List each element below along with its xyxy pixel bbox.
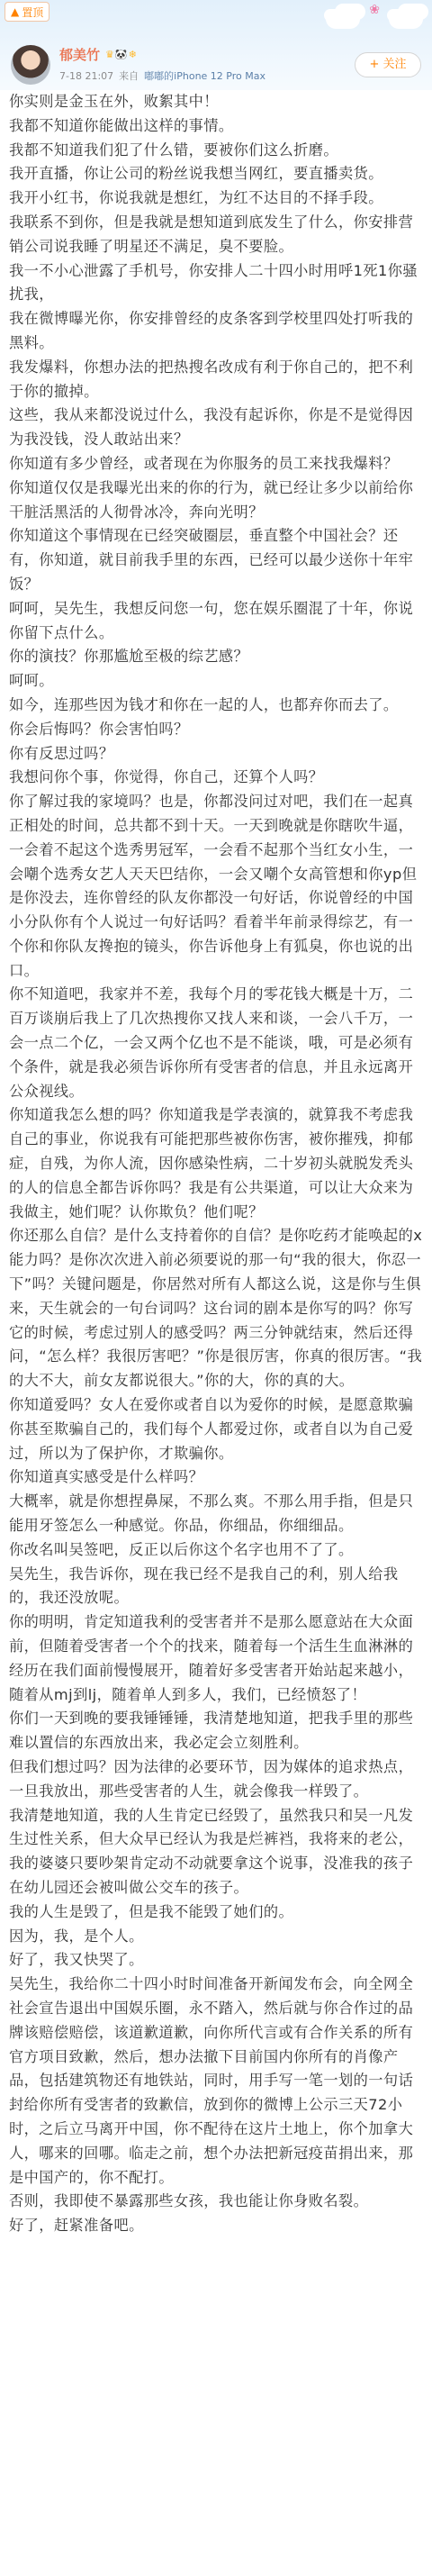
post-meta — [59, 68, 266, 83]
post-paragraph: 你知道真实感受是什么样吗？ — [9, 1468, 204, 1486]
post-paragraph: 你会后悔吗？你会害怕吗？ — [9, 720, 189, 738]
post-paragraph: 否则，我即使不暴露那些女孩，我也能让你身败名裂。 — [9, 2192, 369, 2210]
cloud-icon — [389, 9, 423, 29]
post-header — [0, 40, 432, 90]
post-paragraph: 你改名叫吴签吧，反正以后你这个名字也用不了了。 — [9, 1540, 354, 1558]
author-row — [59, 45, 138, 64]
post-paragraph: 呵呵，吴先生，我想反问您一句，您在娱乐圈混了十年，你说你留下点什么。 — [9, 599, 414, 641]
post-paragraph: 吴先生，我给你二十四小时时间准备开新闻发布会，向全网全社会宣告退出中国娱乐圈，永不踏入，然后就与你合作过的品牌该赔偿赔偿，该道歉道歉，向你所代言或有合作关系的所有官方项目致歉，然后，想办法撤下目前国内你所有的肖像产品，包括建筑物还有地铁站，同时，用手写一笔一划的一句话封给你所有受害者的致歉信，放到你的微博上公示三天72小时，之后立马离开中国，你不配待在这片土地上，你个加拿大人，哪来的回哪。临走之前，想个办法把新冠疫苗捐出来，那是中国产的，你不配打。 — [9, 1975, 414, 2186]
avatar[interactable] — [11, 45, 50, 85]
post-paragraph: 你知道爱吗？女人在爱你或者自以为爱你的时候，是愿意欺骗你甚至欺骗自己的，我们每个人都爱过你，或者自以为自己爱过，所以为了保护你，才欺骗你。 — [9, 1396, 414, 1462]
post-paragraph: 好了，我又快哭了。 — [9, 1951, 144, 1969]
post-paragraph: 你了解过我的家境吗？也是，你都没问过对吧，我们在一起真正相处的时间，总共都不到十天。一天到晚就是你瞎吹牛逼，一会着不起这个选秀男冠军，一会看不起那个当红女小生，一会嘲个选秀女艺人天天巴结你，一会又嘲个女高管想和你yp但是你没去，连你曾经的队友你都没一句好话，你说曾经的中国小分队你有个人说过一句好话吗？看着半年前录得综艺，有一个你和你队友搀抱的镜头，你告诉他身上有狐臭，你也说的出口。 — [9, 793, 418, 979]
bow-icon: ❀ — [369, 3, 380, 17]
post-date: 7-18 21:07 — [59, 70, 114, 82]
pinned-label: 置顶 — [22, 5, 44, 19]
post-paragraph: 我都不知道我们犯了什么错，要被你们这么折磨。 — [9, 141, 339, 159]
post-paragraph: 我都不知道你能做出这样的事情。 — [9, 116, 234, 134]
device-source[interactable]: 嘟嘟的iPhone 12 Pro Max — [144, 70, 266, 82]
post-body — [0, 90, 432, 2576]
post-paragraph: 我的人生是毁了，但是我不能毁了她们的。 — [9, 1902, 294, 1920]
cloud-icon — [326, 9, 360, 29]
post-paragraph: 你知道这个事情现在已经突破圈层，垂直整个中国社会？还有，你知道，就目前我手里的东西，已经可以最少送你十年牢饭？ — [9, 527, 414, 593]
post-paragraph: 如今，连那些因为钱才和你在一起的人，也都弃你而去了。 — [9, 695, 399, 713]
post-paragraph: 我一不小心泄露了手机号，你安排人二十四小时用呼1死1你骚扰我， — [9, 261, 418, 304]
pinned-badge — [5, 3, 49, 21]
post-paragraph: 你的明明，肯定知道我利的受害者并不是那么愿意站在大众面前，但随着受害者一个个的找来，随着每一个活生生血淋淋的经历在我们面前慢慢展开，随着好多受害者开始站起来越小，随着从mj到lj，随着单人到多人，我们，已经愤怒了！ — [9, 1613, 414, 1703]
header-decoration — [326, 0, 423, 41]
post-paragraph: 这些，我从来都没说过什么，我没有起诉你，你是不是觉得因为我没钱，没人敢站出来？ — [9, 406, 414, 449]
post-paragraph: 呵呵。 — [9, 672, 54, 690]
post-paragraph: 我开直播，你让公司的粉丝说我想当网红，要直播卖货。 — [9, 165, 383, 183]
pin-icon: ▲ — [11, 5, 20, 18]
post-paragraph: 你们一天到晚的要我锤锤锤，我清楚地知道，把我手里的那些难以置信的东西放出来，我必定会立刻胜利。 — [9, 1710, 414, 1752]
source-prefix: 来自 — [119, 70, 140, 82]
post-paragraph: 你知道仅仅是我曝光出来的你的行为，就已经让多少以前给你干脏活黑活的人彻骨冰冷，奔向光明？ — [9, 478, 414, 521]
follow-button[interactable]: + 关注 — [355, 52, 421, 77]
post-paragraph: 因为，我，是个人。 — [9, 1927, 144, 1945]
post-paragraph: 好了，赶紧准备吧。 — [9, 2217, 144, 2235]
post-paragraph: 你知道我怎么想的吗？你知道我是学表演的，就算我不考虑我自己的事业，你说我有可能把那些被你伤害，被你摧残，抑郁症，自残，为你人流，因你感染性病，二十岁初头就脱发秃头的人的信息全都告诉你吗？我是有公共渠道，可以让大众来为我做主，她们呢？认你欺负？他们呢？ — [9, 1106, 414, 1220]
post-paragraph: 大概率，就是你想捏鼻屎，不那么爽。不那么用手指，但是只能用牙签怎么一种感觉。你品，你细品，你细细品。 — [9, 1492, 414, 1535]
post-paragraph: 我发爆料，你想办法的把热搜名改成有利于你自己的，把不利于你的撤掉。 — [9, 358, 414, 400]
post-paragraph: 你实则是金玉在外，败絮其中！ — [9, 93, 219, 110]
post-paragraph: 我开小红书，你说我就是想红，为红不达目的不择手段。 — [9, 189, 383, 207]
post-paragraph: 我想问你个事，你觉得，你自己，还算个人吗？ — [9, 768, 324, 786]
post-paragraph: 你还那么自信？是什么支持着你的自信？是你吃药才能唤起的x能力吗？是你次次进入前必须要说的那一句“我的很大，你忍一下”吗？关键问题是，你居然对所有人都这么说，这是你与生俱来，天生就会的一句台词吗？这台词的剧本是你写的吗？你写它的时候，考虑过别人的感受吗？两三分钟就结束，然后还得问，“怎么样？我很厉害吧？”你是很厉害，你真的很厉害。“我的大不大，前女友都说很大。”你的大，你的真的大。 — [9, 1227, 423, 1390]
post-paragraph: 你不知道吧，我家并不差，我每个月的零花钱大概是十万，二百万谈崩后我上了几次热搜你又找人来和谈，一会八千万，一会一点二个亿，一会又两个亿也不是不能谈，哦，可是必须有个条件，就是我必须告诉你所有受害者的信息，并且永远离开公众视线。 — [9, 985, 414, 1100]
post-paragraph: 我清楚地知道，我的人生肯定已经毁了，虽然我只和吴一凡发生过性关系，但大众早已经认为我是烂裤裆，我将来的老公，我的婆婆只要吵架肯定动不动就要拿这个说事，没准我的孩子在幼儿园还会被叫做公交车的孩子。 — [9, 1806, 414, 1896]
post-paragraph: 我联系不到你，但是我就是想知道到底发生了什么，你安排营销公司说我睡了明星还不满足，臭不要脸。 — [9, 213, 414, 255]
post-paragraph: 你的演技？你那尴尬至极的综艺感？ — [9, 648, 249, 666]
post-paragraph: 你知道有多少曾经，或者现在为你服务的员工来找我爆料？ — [9, 454, 399, 472]
post-paragraph: 但我们想过吗？因为法律的必要环节，因为媒体的追求热点，一旦我放出，那些受害者的人生，就会像我一样毁了。 — [9, 1757, 414, 1800]
post-paragraph: 吴先生，我告诉你，现在我已经不是我自己的利，别人给我的，我还没放呢。 — [9, 1565, 399, 1607]
author-name[interactable]: 郁美竹 — [59, 47, 101, 63]
post-paragraph: 你有反思过吗？ — [9, 744, 114, 762]
crown-icon: ♛🐼❄ — [105, 49, 138, 60]
post-paragraph: 我在微博曝光你，你安排曾经的皮条客到学校里四处打听我的黑料。 — [9, 310, 414, 351]
